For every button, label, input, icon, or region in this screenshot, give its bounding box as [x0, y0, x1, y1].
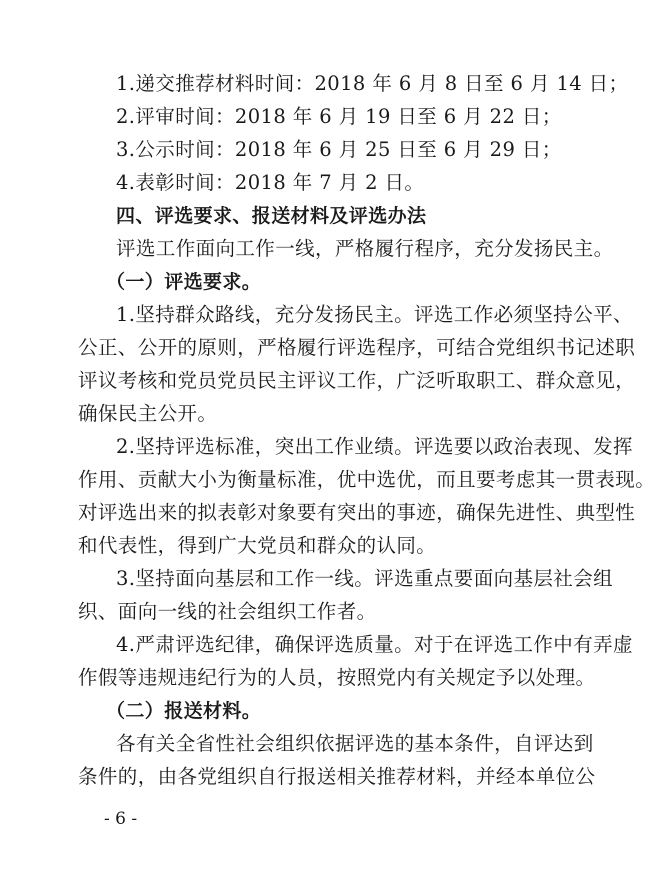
paragraph-line: 作用、贡献大小为衡量标准，优中选优，而且要考虑其一贯表现。 [78, 468, 656, 491]
schedule-item-1: 1.递交推荐材料时间：2018 年 6 月 8 日至 6 月 14 日； [116, 72, 629, 95]
paragraph-line: 评议考核和党员党员民主评议工作，广泛听取职工、群众意见， [78, 369, 636, 392]
paragraph-line: 条件的，由各党组织自行报送相关推荐材料，并经本单位公 [78, 765, 596, 788]
paragraph-intro: 评选工作面向工作一线，严格履行程序，充分发扬民主。 [116, 237, 614, 260]
paragraph-line: 3.坚持面向基层和工作一线。评选重点要面向基层社会组 [116, 567, 614, 590]
paragraph-line: 和代表性，得到广大党员和群众的认同。 [78, 534, 437, 557]
paragraph-line: 各有关全省性社会组织依据评选的基本条件，自评达到 [116, 732, 594, 755]
subsection-heading-2: （二）报送材料。 [106, 700, 262, 722]
paragraph-line: 公正、公开的原则，严格履行评选程序，可结合党组织书记述职 [78, 336, 636, 359]
paragraph-line: 4.严肃评选纪律，确保评选质量。对于在评选工作中有弄虚 [116, 633, 633, 656]
section-heading-4: 四、评选要求、报送材料及评选办法 [116, 205, 427, 227]
schedule-item-3: 3.公示时间：2018 年 6 月 25 日至 6 月 29 日； [116, 138, 562, 161]
paragraph-line: 对评选出来的拟表彰对象要有突出的事迹，确保先进性、典型性 [78, 501, 636, 524]
paragraph-line: 织、面向一线的社会组织工作者。 [78, 600, 377, 623]
paragraph-line: 2.坚持评选标准，突出工作业绩。评选要以政治表现、发挥 [116, 435, 633, 458]
paragraph-line: 作假等违规违纪行为的人员，按照党内有关规定予以处理。 [78, 666, 596, 689]
paragraph-line: 确保民主公开。 [78, 402, 218, 425]
paragraph-line: 1.坚持群众路线，充分发扬民主。评选工作必须坚持公平、 [116, 303, 633, 326]
schedule-item-4: 4.表彰时间：2018 年 7 月 2 日。 [116, 171, 425, 194]
schedule-item-2: 2.评审时间：2018 年 6 月 19 日至 6 月 22 日； [116, 105, 562, 128]
subsection-heading-1: （一）评选要求。 [106, 271, 262, 293]
page-number: - 6 - [104, 809, 138, 829]
